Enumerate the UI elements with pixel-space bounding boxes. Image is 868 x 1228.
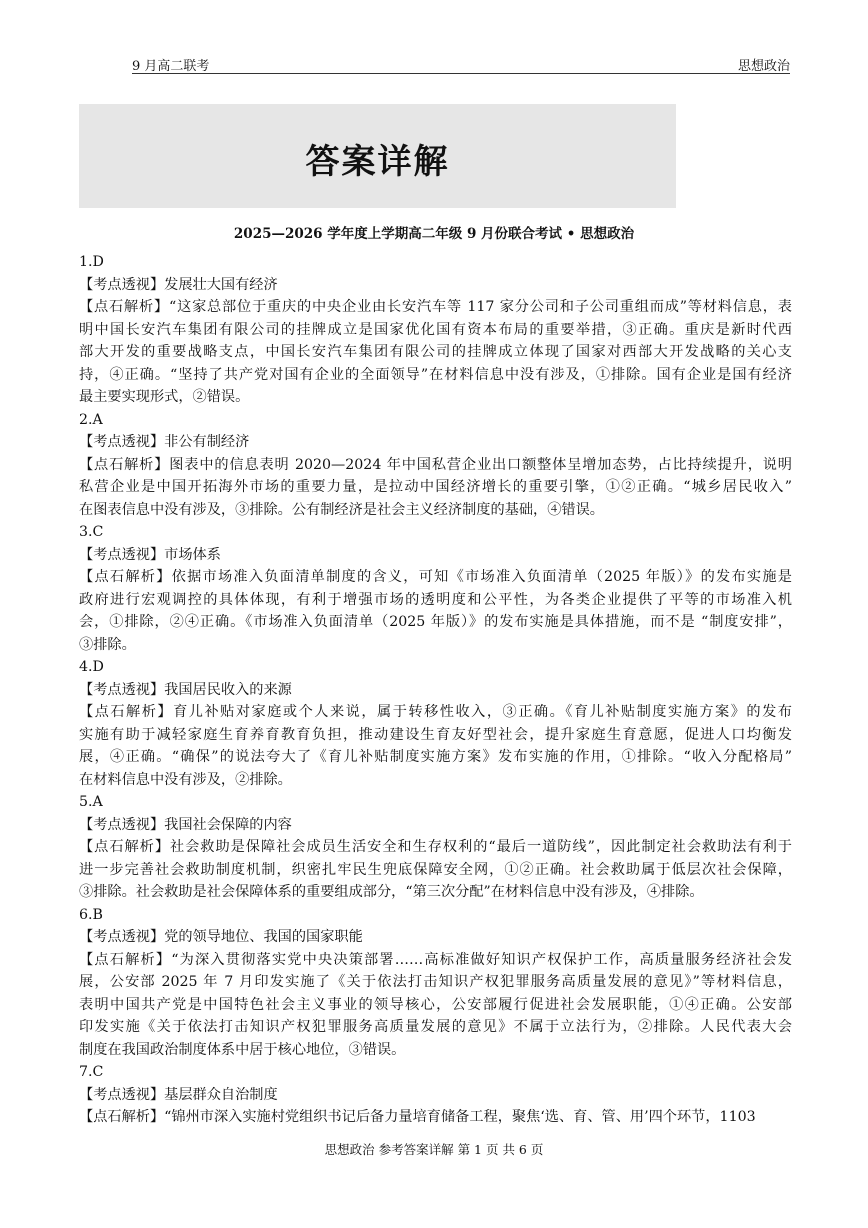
exam-point-line <box>79 926 792 949</box>
analysis-line <box>79 296 792 319</box>
analysis-line: 制度在我国政治制度体系中居于核心地位，③错误。 <box>79 1041 406 1058</box>
header-subject: 思想政治 <box>737 59 790 74</box>
analysis-line <box>79 1106 792 1129</box>
analysis-line: 政府进行宏观调控的具体体现，有利于增强市场的透明度和公平性，为各类企业提供了平等的市场准入机 <box>79 591 792 608</box>
analysis-line <box>79 701 792 724</box>
analysis-text: “这家总部位于重庆的中央企业由长安汽车等 117 家分公司和子公司重组而成”等材料信息，表 <box>169 299 792 315</box>
analysis-line <box>79 949 792 972</box>
question-answer-block <box>79 904 792 1062</box>
exam-point-line <box>79 814 792 837</box>
page-header <box>132 55 790 74</box>
analysis-label: 【点石解析】 <box>79 569 172 585</box>
question-answer-block <box>79 656 792 791</box>
exam-point-text: 发展壮大国有经济 <box>164 276 278 293</box>
question-answer-block <box>79 251 792 409</box>
banner-title: 答案详解 <box>305 142 450 182</box>
question-answer-block <box>79 791 792 904</box>
header-exam-name: 9 月高二联考 <box>132 59 210 74</box>
answer-key: 7.C <box>79 1064 104 1080</box>
analysis-line: ③排除。社会救助是社会保障体系的重要组成部分，“第三次分配”在材料信息中没有涉及，④排除。 <box>79 884 704 900</box>
analysis-text: “锦州市深入实施村党组织书记后备力量培育储备工程，聚焦‘选、育、管、用’四个环节，1103 <box>164 1109 756 1125</box>
exam-point-line <box>79 274 792 297</box>
analysis-line <box>79 836 792 859</box>
analysis-text: 育儿补贴对家庭或个人来说，属于转移性收入，③正确。《育儿补贴制度实施方案》的发布 <box>173 704 792 720</box>
exam-subtitle: 2025—2026 学年度上学期高二年级 9 月份联合考试 • 思想政治 <box>233 226 635 242</box>
analysis-line: 展，④正确。“确保”的说法夸大了《育儿补贴制度实施方案》发布实施的作用，①排除。“收入分配格局” <box>79 749 792 765</box>
exam-point-text: 党的领导地位、我国的国家职能 <box>164 929 363 945</box>
analysis-line: 进一步完善社会救助制度机制，织密扎牢民生兜底保障安全网，①②正确。社会救助属于低层次社会保障， <box>79 861 792 878</box>
analysis-line: 在材料信息中没有涉及，②排除。 <box>79 771 292 788</box>
exam-point-text: 市场体系 <box>164 546 221 563</box>
answer-key: 5.A <box>79 794 103 810</box>
analysis-line: 持，④正确。“坚持了共产党对国有企业的全面领导”在材料信息中没有涉及，①排除。国有企业是国有经济 <box>79 366 792 383</box>
analysis-line: 最主要实现形式，②错误。 <box>79 389 250 405</box>
analysis-label: 【点石解析】 <box>79 299 169 315</box>
exam-point-text: 我国居民收入的来源 <box>164 681 292 698</box>
analysis-line: 会，①排除，②④正确。《市场准入负面清单（2025 年版）》的发布实施是具体措施，而不是 “制度安排”， <box>79 614 792 630</box>
analysis-label: 【点石解析】 <box>79 951 172 968</box>
analysis-text: 依据市场准入负面清单制度的含义，可知《市场准入负面清单（2025 年版）》的发布实施是 <box>171 569 792 585</box>
analysis-label: 【点石解析】 <box>79 1109 165 1125</box>
exam-point-label: 【考点透视】 <box>79 1086 165 1103</box>
question-answer-block <box>79 1061 792 1129</box>
analysis-line: 展，公安部 2025 年 7 月印发实施了《关于依法打击知识产权犯罪服务高质量发展的意见》”等材料信息， <box>79 974 792 990</box>
analysis-line: ③排除。 <box>79 636 136 653</box>
exam-point-label: 【考点透视】 <box>79 816 165 833</box>
answer-key: 6.B <box>79 906 103 923</box>
exam-point-text: 基层群众自治制度 <box>164 1086 278 1103</box>
analysis-label: 【点石解析】 <box>79 839 170 855</box>
analysis-line: 明中国长安汽车集团有限公司的挂牌成立是国家优化国有资本布局的重要举措，③正确。重庆是新时代西 <box>79 321 792 338</box>
exam-point-line <box>79 679 792 702</box>
answer-content <box>79 251 792 1129</box>
analysis-text: “为深入贯彻落实党中央决策部署……高标准做好知识产权保护工作，高质量服务经济社会发 <box>171 951 792 968</box>
page-footer: 思想政治 参考答案详解 第 1 页 共 6 页 <box>324 1142 544 1157</box>
analysis-line: 印发实施《关于依法打击知识产权犯罪服务高质量发展的意见》不属于立法行为，②排除。人民代表大会 <box>79 1019 792 1035</box>
analysis-line <box>79 454 792 477</box>
analysis-line: 实施有助于减轻家庭生育养育教育负担，推动建设生育友好型社会，提升家庭生育意愿，促进人口均衡发 <box>79 726 792 743</box>
question-answer-block <box>79 521 792 656</box>
analysis-text: 社会救助是保障社会成员生活安全和生存权利的“最后一道防线”，因此制定社会救助法有利于 <box>169 839 792 855</box>
exam-point-label: 【考点透视】 <box>79 546 165 563</box>
analysis-line <box>79 566 792 589</box>
exam-point-label: 【考点透视】 <box>79 929 165 945</box>
answer-key: 2.A <box>79 411 103 428</box>
analysis-label: 【点石解析】 <box>79 704 174 720</box>
exam-point-line <box>79 431 792 454</box>
analysis-line: 在图表信息中没有涉及，③排除。公有制经济是社会主义经济制度的基础，④错误。 <box>79 501 604 518</box>
analysis-line: 部大开发的重要战略支点，中国长安汽车集团有限公司的挂牌成立体现了国家对西部大开发战略的关心支 <box>79 344 792 360</box>
analysis-text: 图表中的信息表明 2020—2024 年中国私营企业出口额整体呈增加态势，占比持续提升，说明 <box>169 456 792 473</box>
title-banner <box>79 104 676 208</box>
answer-key: 1.D <box>79 254 104 270</box>
analysis-line: 表明中国共产党是中国特色社会主义事业的领导核心，公安部履行促进社会发展职能，①④正确。公安部 <box>79 996 792 1013</box>
analysis-line: 私营企业是中国开拓海外市场的重要力量，是拉动中国经济增长的重要引擎，①②正确。“城乡居民收入” <box>79 479 792 495</box>
question-answer-block <box>79 409 792 522</box>
exam-point-text: 我国社会保障的内容 <box>164 816 292 833</box>
analysis-label: 【点石解析】 <box>79 456 170 473</box>
exam-point-label: 【考点透视】 <box>79 434 165 450</box>
exam-point-text: 非公有制经济 <box>164 434 250 450</box>
answer-key: 4.D <box>79 659 104 675</box>
exam-point-line <box>79 1084 792 1107</box>
answer-key: 3.C <box>79 524 104 540</box>
exam-point-label: 【考点透视】 <box>79 681 165 698</box>
exam-point-line <box>79 544 792 567</box>
exam-point-label: 【考点透视】 <box>79 276 165 293</box>
